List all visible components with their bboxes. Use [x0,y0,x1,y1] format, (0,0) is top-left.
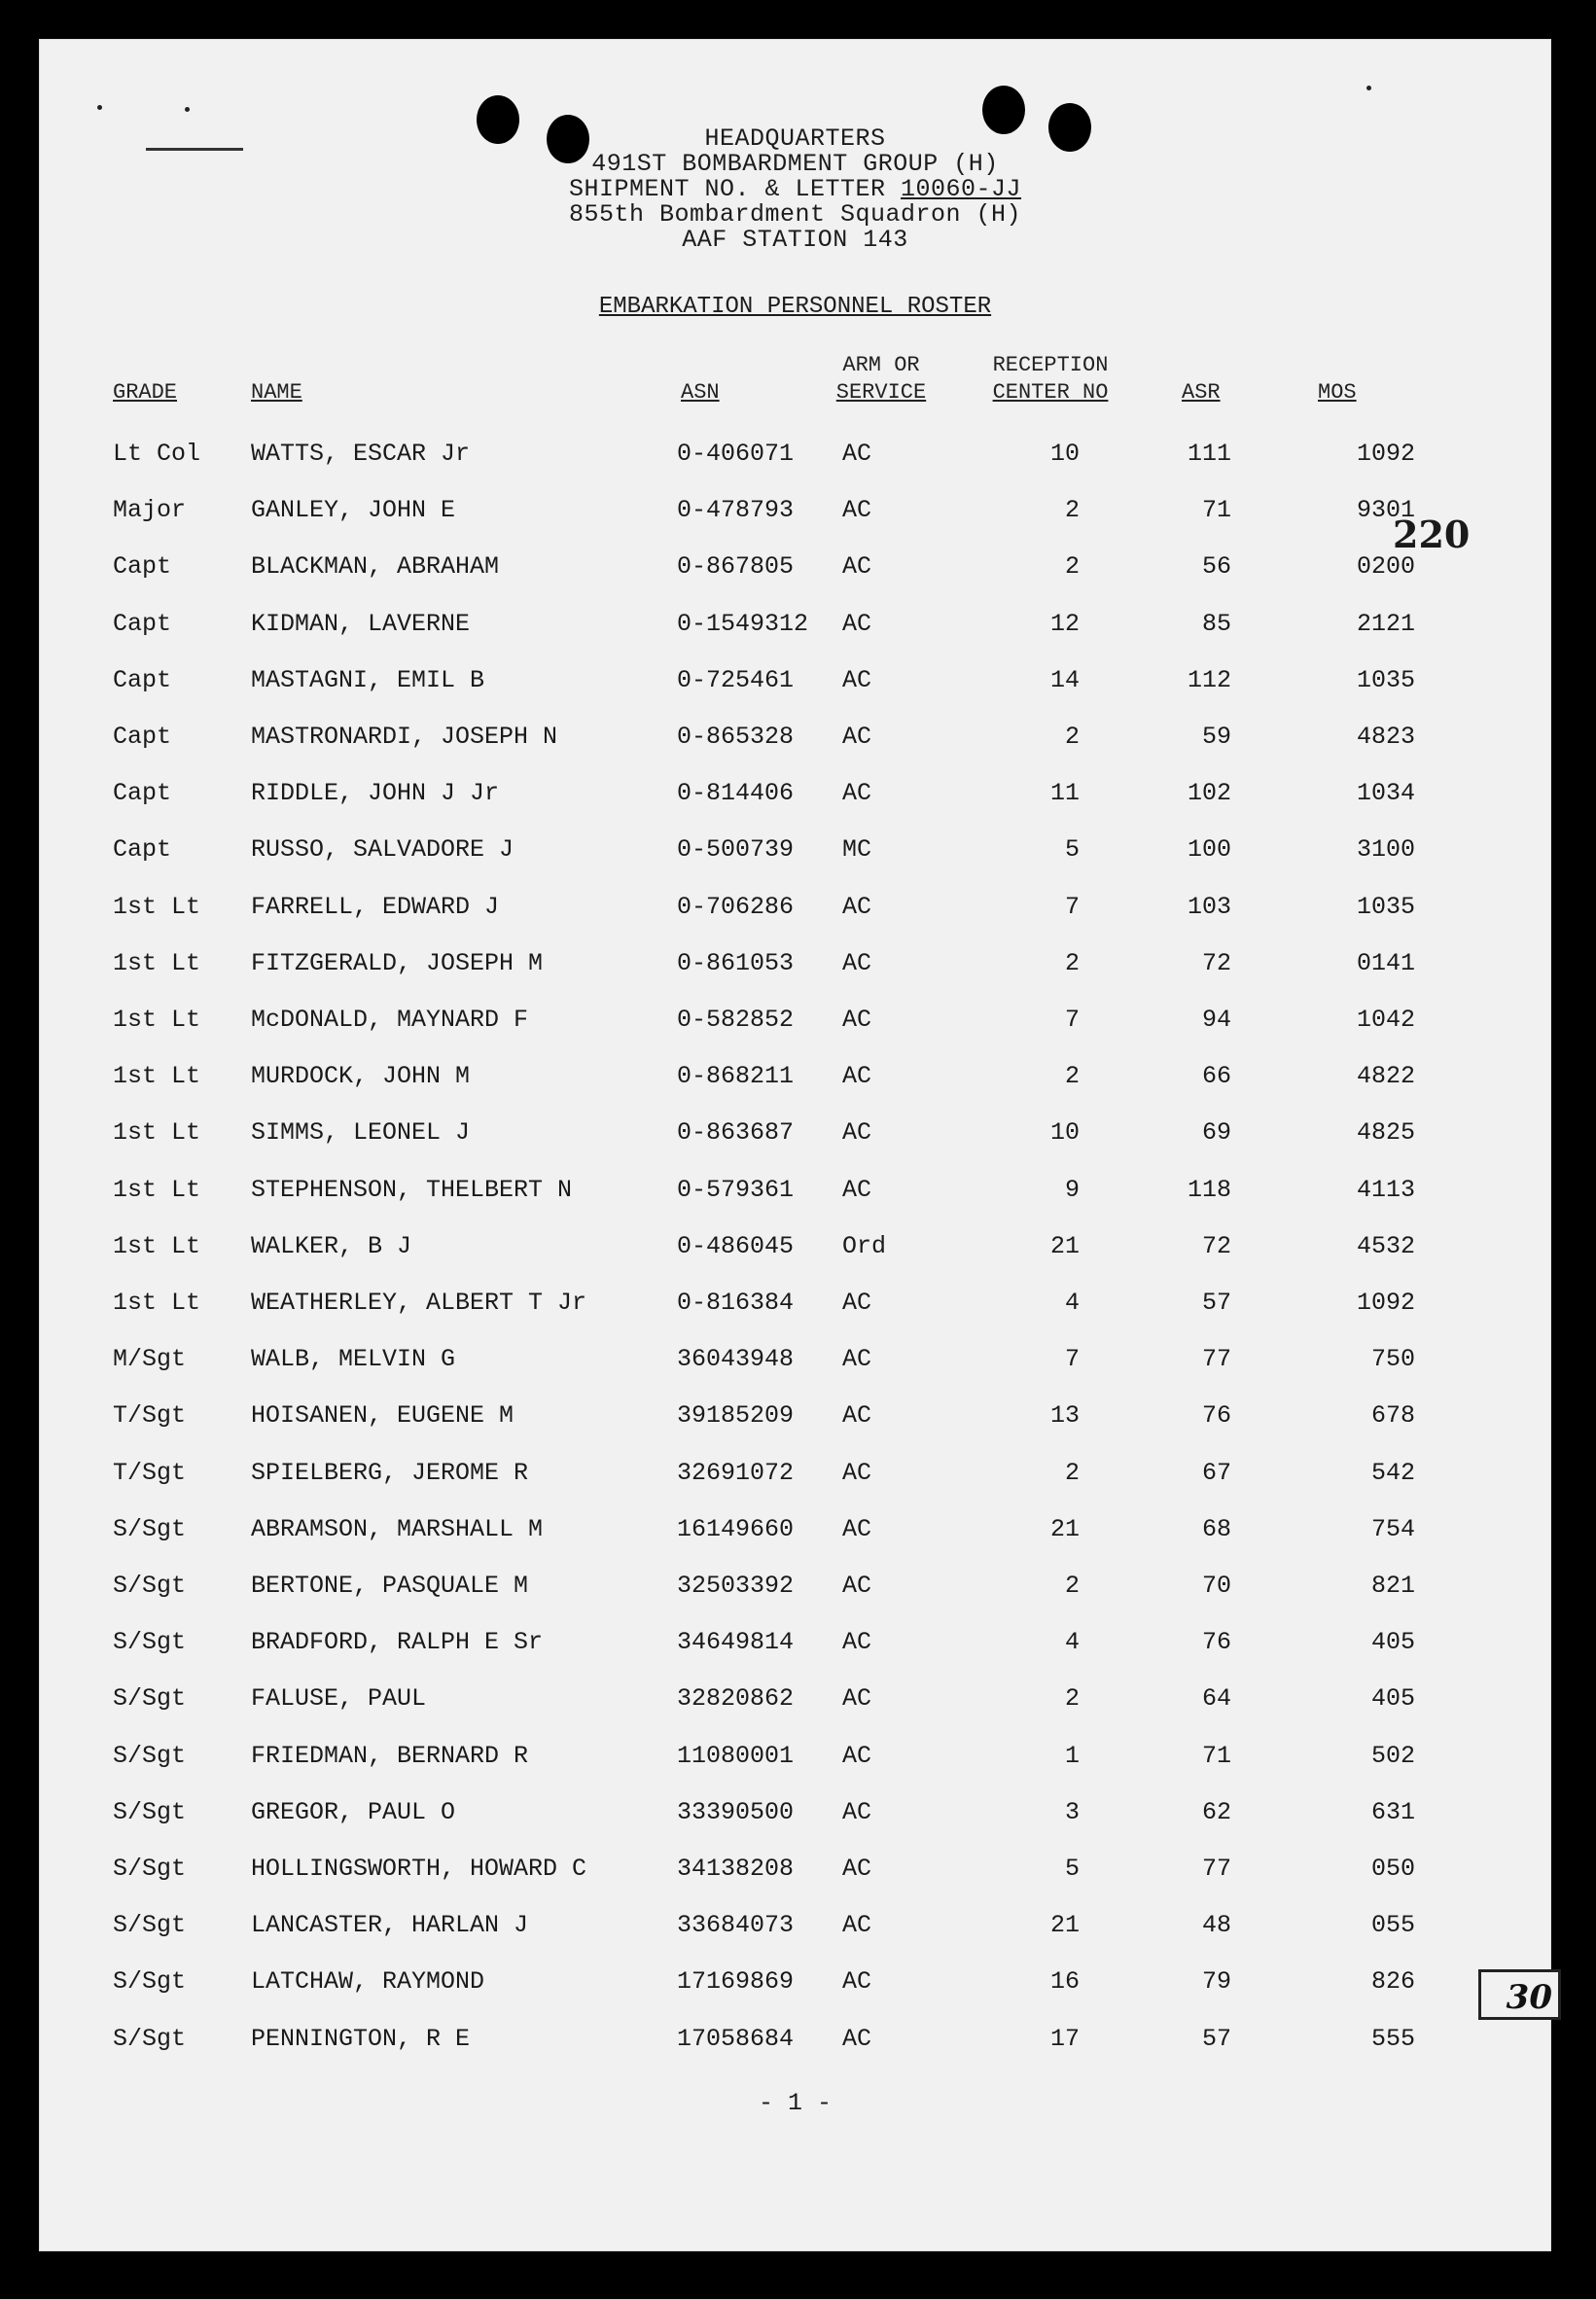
cell-mos: 754 [1370,1514,1415,1543]
table-row [39,1684,1551,1723]
cell-asn: 17058684 [677,2024,795,2053]
cell-arm-service: AC [842,552,872,582]
cell-grade: 1st Lt [113,892,201,921]
cell-mos: 678 [1370,1401,1415,1431]
cell-asn: 0-863687 [677,1118,795,1148]
cell-asn: 17169869 [677,1967,795,1997]
cell-reception-center: 21 [1049,1231,1080,1260]
cell-mos: 631 [1370,1797,1415,1826]
cell-reception-center: 16 [1049,1967,1080,1997]
cell-arm-service: AC [842,1797,872,1826]
cell-arm-service: AC [842,1684,872,1714]
col-header-mos: MOS [1318,380,1357,405]
cell-asr: 69 [1201,1118,1231,1148]
cell-grade: 1st Lt [113,1006,201,1034]
cell-name: WEATHERLEY, ALBERT T Jr [251,1289,587,1317]
cell-asr: 79 [1201,1967,1231,1997]
table-row [39,1289,1551,1327]
cell-mos: 0141 [1356,948,1415,977]
table-row [39,779,1551,818]
cell-asr: 66 [1201,1062,1231,1091]
cell-reception-center: 7 [1064,1345,1080,1374]
cell-reception-center: 21 [1049,1514,1080,1543]
cell-reception-center: 2 [1064,1458,1080,1487]
table-row [39,1006,1551,1044]
cell-asn: 0-579361 [677,1175,795,1204]
cell-arm-service: AC [842,1289,872,1317]
cell-name: HOLLINGSWORTH, HOWARD C [251,1855,587,1883]
cell-asn: 0-867805 [677,552,795,582]
cell-asn: 36043948 [677,1345,795,1374]
cell-mos: 3100 [1356,835,1415,865]
shipment-number: 10060-JJ [901,175,1022,203]
cell-asn: 34649814 [677,1628,795,1657]
table-row [39,893,1551,932]
cell-mos: 055 [1370,1911,1415,1940]
cell-grade: 1st Lt [113,1118,201,1148]
header-shipment [39,175,1551,203]
cell-mos: 502 [1370,1741,1415,1770]
cell-grade: 1st Lt [113,1231,201,1260]
cell-grade: S/Sgt [113,1684,187,1714]
cell-asr: 77 [1201,1345,1231,1374]
cell-arm-service: AC [842,496,872,525]
cell-grade: T/Sgt [113,1401,187,1431]
cell-asr: 71 [1201,496,1231,525]
cell-grade: Capt [113,779,172,808]
speck [97,105,102,110]
cell-grade: S/Sgt [113,1572,187,1600]
cell-reception-center: 7 [1064,892,1080,921]
cell-asr: 57 [1201,2024,1231,2053]
cell-asr: 100 [1187,835,1231,865]
cell-reception-center: 3 [1064,1797,1080,1826]
cell-mos: 4825 [1356,1118,1415,1148]
cell-mos: 555 [1370,2024,1415,2053]
table-row [39,1459,1551,1498]
header-headquarters: HEADQUARTERS [704,124,886,153]
cell-name: FRIEDMAN, BERNARD R [251,1741,529,1770]
cell-asr: 67 [1201,1458,1231,1487]
cell-mos: 4532 [1356,1231,1415,1260]
cell-arm-service: AC [842,1006,872,1034]
table-row [39,1401,1551,1440]
table-row [39,2025,1551,2064]
table-row [39,440,1551,478]
cell-arm-service: Ord [842,1231,887,1260]
cell-reception-center: 10 [1049,1118,1080,1148]
cell-name: HOISANEN, EUGENE M [251,1401,514,1431]
cell-grade: Capt [113,609,172,638]
col-header-asr: ASR [1182,380,1221,405]
header-station: AAF STATION 143 [682,226,908,254]
cell-reception-center: 10 [1049,440,1080,468]
cell-asn: 16149660 [677,1514,795,1543]
cell-name: STEPHENSON, THELBERT N [251,1175,573,1204]
col-header-rec-line1: RECEPTION [992,353,1109,377]
cell-asr: 72 [1201,948,1231,977]
cell-grade: S/Sgt [113,1741,187,1770]
cell-asr: 85 [1201,609,1231,638]
cell-mos: 1035 [1356,665,1415,694]
table-row [39,1742,1551,1781]
shipment-label: SHIPMENT NO. & LETTER [568,175,886,203]
table-row [39,1176,1551,1215]
table-row [39,496,1551,535]
cell-asr: 68 [1201,1514,1231,1543]
table-row [39,1062,1551,1101]
cell-asr: 77 [1201,1855,1231,1883]
cell-name: WALKER, B J [251,1231,412,1260]
cell-mos: 4823 [1356,723,1415,751]
cell-mos: 1042 [1356,1006,1415,1034]
cell-grade: S/Sgt [113,1514,187,1543]
cell-asn: 0-865328 [677,723,795,751]
cell-arm-service: MC [842,835,872,865]
cell-asn: 11080001 [677,1741,795,1770]
cell-name: SPIELBERG, JEROME R [251,1458,529,1487]
cell-asr: 76 [1201,1628,1231,1657]
cell-grade: Capt [113,835,172,865]
cell-arm-service: AC [842,1514,872,1543]
cell-name: BLACKMAN, ABRAHAM [251,552,500,582]
cell-grade: M/Sgt [113,1345,187,1374]
cell-asr: 57 [1201,1289,1231,1317]
cell-arm-service: AC [842,1967,872,1997]
col-header-asn: ASN [681,380,720,405]
col-header-rec-line2: CENTER NO [992,380,1109,405]
cell-arm-service: AC [842,1572,872,1600]
cell-name: BRADFORD, RALPH E Sr [251,1628,544,1657]
table-row [39,552,1551,591]
cell-reception-center: 2 [1064,1062,1080,1091]
cell-asr: 118 [1187,1175,1231,1204]
cell-asn: 0-1549312 [677,609,809,638]
cell-mos: 826 [1370,1967,1415,1997]
cell-name: GANLEY, JOHN E [251,496,456,525]
table-row [39,835,1551,874]
col-header-name: NAME [251,380,302,405]
cell-name: RIDDLE, JOHN J Jr [251,779,500,808]
cell-reception-center: 2 [1064,1572,1080,1600]
cell-asn: 39185209 [677,1401,795,1431]
cell-arm-service: AC [842,1458,872,1487]
cell-arm-service: AC [842,609,872,638]
col-header-arm-line1: ARM OR [842,353,920,377]
cell-arm-service: AC [842,1628,872,1657]
roster-title: EMBARKATION PERSONNEL ROSTER [598,294,992,320]
cell-arm-service: AC [842,1855,872,1883]
speck [1366,86,1371,90]
cell-reception-center: 12 [1049,609,1080,638]
cell-grade: S/Sgt [113,2024,187,2053]
cell-reception-center: 2 [1064,496,1080,525]
cell-reception-center: 11 [1049,779,1080,808]
cell-mos: 9301 [1356,496,1415,525]
cell-asn: 0-861053 [677,948,795,977]
cell-mos: 1092 [1356,440,1415,468]
table-row [39,1911,1551,1950]
cell-mos: 050 [1370,1855,1415,1883]
table-row [39,1855,1551,1893]
cell-arm-service: AC [842,892,872,921]
table-row [39,1515,1551,1554]
cell-asr: 64 [1201,1684,1231,1714]
cell-name: ABRAMSON, MARSHALL M [251,1514,544,1543]
cell-asr: 48 [1201,1911,1231,1940]
table-row [39,1628,1551,1667]
cell-name: RUSSO, SALVADORE J [251,835,514,865]
cell-asn: 0-868211 [677,1062,795,1091]
cell-asr: 72 [1201,1231,1231,1260]
cell-name: FITZGERALD, JOSEPH M [251,948,544,977]
cell-grade: 1st Lt [113,1062,201,1091]
table-row [39,723,1551,761]
col-header-arm-line2: SERVICE [835,380,927,405]
cell-asn: 0-582852 [677,1006,795,1034]
cell-asn: 0-478793 [677,496,795,525]
table-row [39,610,1551,649]
cell-asr: 103 [1187,892,1231,921]
cell-arm-service: AC [842,665,872,694]
cell-mos: 1034 [1356,779,1415,808]
cell-reception-center: 5 [1064,1855,1080,1883]
cell-asr: 56 [1201,552,1231,582]
cell-grade: Capt [113,665,172,694]
cell-reception-center: 4 [1064,1289,1080,1317]
cell-grade: S/Sgt [113,1797,187,1826]
cell-asn: 0-500739 [677,835,795,865]
cell-asr: 111 [1187,440,1231,468]
cell-arm-service: AC [842,1175,872,1204]
cell-arm-service: AC [842,948,872,977]
cell-reception-center: 2 [1064,723,1080,751]
cell-mos: 821 [1370,1572,1415,1600]
cell-grade: 1st Lt [113,1289,201,1317]
cell-asr: 94 [1201,1006,1231,1034]
cell-mos: 2121 [1356,609,1415,638]
cell-asn: 32820862 [677,1684,795,1714]
cell-arm-service: AC [842,1401,872,1431]
cell-mos: 542 [1370,1458,1415,1487]
cell-arm-service: AC [842,1911,872,1940]
cell-name: KIDMAN, LAVERNE [251,609,471,638]
header-group: 491ST BOMBARDMENT GROUP (H) [591,150,999,178]
stamp-number-box: 30 [1478,1969,1561,2020]
cell-asr: 62 [1201,1797,1231,1826]
cell-asn: 32503392 [677,1572,795,1600]
cell-asn: 0-814406 [677,779,795,808]
cell-reception-center: 2 [1064,552,1080,582]
cell-asn: 0-486045 [677,1231,795,1260]
cell-reception-center: 4 [1064,1628,1080,1657]
cell-grade: Capt [113,723,172,751]
cell-asr: 76 [1201,1401,1231,1431]
table-row [39,1345,1551,1384]
cell-mos: 1092 [1356,1289,1415,1317]
cell-grade: S/Sgt [113,1911,187,1940]
cell-mos: 750 [1370,1345,1415,1374]
cell-asr: 70 [1201,1572,1231,1600]
cell-grade: S/Sgt [113,1628,187,1657]
cell-mos: 405 [1370,1628,1415,1657]
cell-reception-center: 7 [1064,1006,1080,1034]
cell-grade: S/Sgt [113,1967,187,1997]
cell-arm-service: AC [842,1741,872,1770]
table-row [39,1967,1551,2006]
cell-reception-center: 5 [1064,835,1080,865]
cell-name: FARRELL, EDWARD J [251,892,500,921]
cell-asn: 33684073 [677,1911,795,1940]
table-row [39,1572,1551,1610]
table-row [39,1798,1551,1837]
cell-name: WATTS, ESCAR Jr [251,440,471,468]
cell-name: McDONALD, MAYNARD F [251,1006,529,1034]
cell-asn: 32691072 [677,1458,795,1487]
cell-reception-center: 2 [1064,948,1080,977]
cell-asn: 34138208 [677,1855,795,1883]
cell-mos: 1035 [1356,892,1415,921]
cell-arm-service: AC [842,723,872,751]
cell-grade: Major [113,496,187,525]
table-row [39,949,1551,988]
cell-mos: 4822 [1356,1062,1415,1091]
cell-arm-service: AC [842,779,872,808]
cell-name: PENNINGTON, R E [251,2024,471,2053]
cell-reception-center: 21 [1049,1911,1080,1940]
cell-asr: 59 [1201,723,1231,751]
cell-arm-service: AC [842,440,872,468]
cell-name: LANCASTER, HARLAN J [251,1911,529,1940]
cell-name: GREGOR, PAUL O [251,1797,456,1826]
cell-grade: 1st Lt [113,1175,201,1204]
cell-grade: S/Sgt [113,1855,187,1883]
cell-reception-center: 17 [1049,2024,1080,2053]
cell-reception-center: 1 [1064,1741,1080,1770]
cell-asn: 0-725461 [677,665,795,694]
speck [185,107,190,112]
cell-arm-service: AC [842,1062,872,1091]
cell-grade: Lt Col [113,440,201,468]
cell-mos: 0200 [1356,552,1415,582]
cell-name: MASTAGNI, EMIL B [251,665,485,694]
cell-asn: 0-706286 [677,892,795,921]
cell-mos: 405 [1370,1684,1415,1714]
table-row [39,666,1551,705]
cell-reception-center: 9 [1064,1175,1080,1204]
page-number: - 1 - [758,2089,832,2117]
cell-asr: 102 [1187,779,1231,808]
table-row [39,1232,1551,1271]
cell-name: LATCHAW, RAYMOND [251,1967,485,1997]
margin-handwritten-number: 220 [1393,513,1471,556]
table-row [39,1118,1551,1157]
cell-mos: 4113 [1356,1175,1415,1204]
cell-reception-center: 2 [1064,1684,1080,1714]
cell-name: MASTRONARDI, JOSEPH N [251,723,558,751]
cell-asn: 0-816384 [677,1289,795,1317]
col-header-grade: GRADE [113,380,178,405]
cell-arm-service: AC [842,1345,872,1374]
cell-name: SIMMS, LEONEL J [251,1118,471,1148]
cell-grade: 1st Lt [113,948,201,977]
cell-name: BERTONE, PASQUALE M [251,1572,529,1600]
cell-asr: 71 [1201,1741,1231,1770]
cell-asn: 33390500 [677,1797,795,1826]
cell-asn: 0-406071 [677,440,795,468]
cell-name: WALB, MELVIN G [251,1345,456,1374]
document-page [39,39,1551,2251]
cell-grade: T/Sgt [113,1458,187,1487]
cell-asr: 112 [1187,665,1231,694]
cell-reception-center: 13 [1049,1401,1080,1431]
cell-grade: Capt [113,552,172,582]
cell-name: FALUSE, PAUL [251,1684,427,1714]
header-squadron: 855th Bombardment Squadron (H) [568,200,1022,229]
cell-arm-service: AC [842,2024,872,2053]
cell-arm-service: AC [842,1118,872,1148]
cell-name: MURDOCK, JOHN M [251,1062,471,1091]
cell-reception-center: 14 [1049,665,1080,694]
